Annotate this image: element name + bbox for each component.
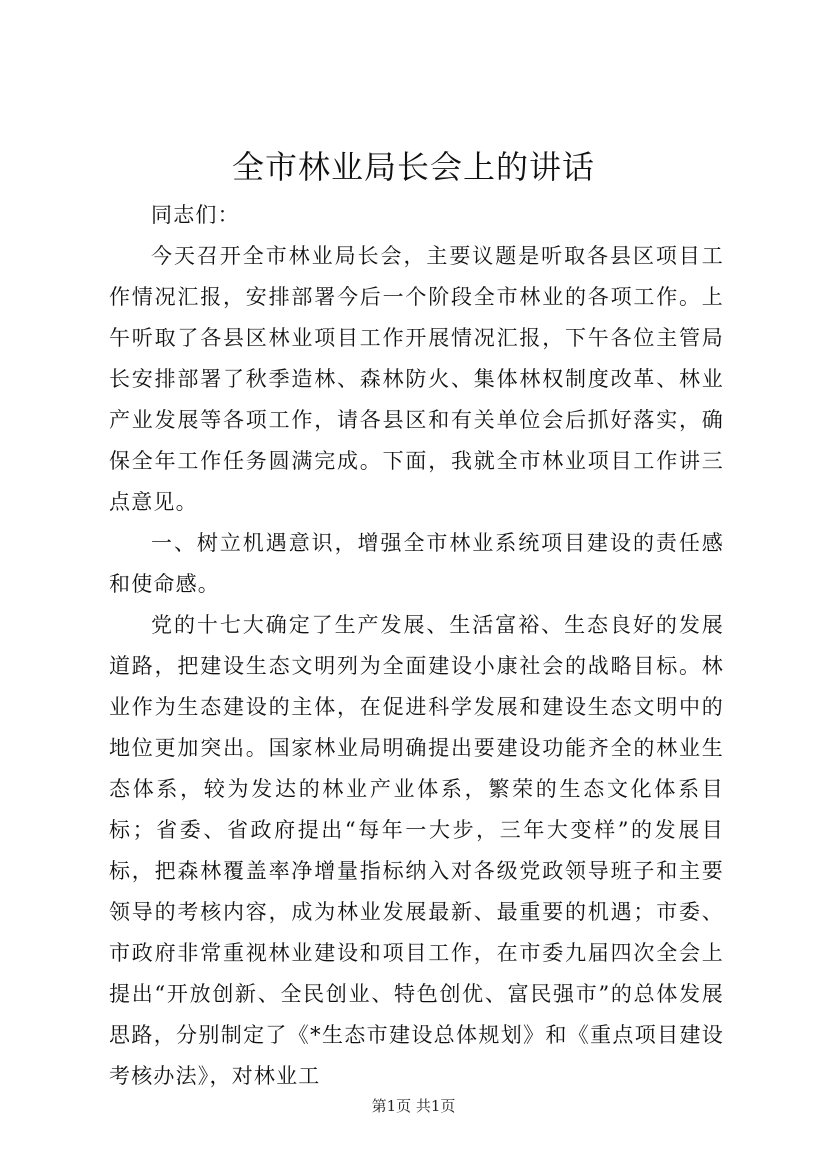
intro-paragraph: 今天召开全市林业局长会，主要议题是听取各县区项目工作情况汇报，安排部署今后一个阶段全市林业的各项工作。上午听取了各县区林业项目工作开展情况汇报，下午各位主管局长安排部署了秋季造林、森林防火、集体林权制度改革、林业产业发展等各项工作，请各县区和有关单位会后抓好落实，确保全年工作任务圆满完成。下面，我就全市林业项目工作讲三点意见。 (109, 244, 724, 514)
page-number-footer: 第1页 共1页 (371, 1097, 456, 1115)
body-paragraph: 党的十七大确定了生产发展、生活富裕、生态良好的发展道路，把建设生态文明列为全面建设小康社会的战略目标。林业作为生态建设的主体，在促进科学发展和建设生态文明中的地位更加突出。国家林业局明确提出要建设功能齐全的林业生态体系，较为发达的林业产业体系，繁荣的生态文化体系目标；省委、省政府提出“每年一大步，三年大变样”的发展目标，把森林覆盖率净增量指标纳入对各级党政领导班子和主要领导的考核内容，成为林业发展最新、最重要的机遇；市委、市政府非常重视林业建设和项目工作，在市委九届四次全会上提出“开放创新、全民创业、特色创优、富民强市”的总体发展思路，分别制定了《*生态市建设总体规划》和《重点项目建设考核办法》，对林业工 (109, 613, 724, 1088)
section-heading-paragraph: 一、树立机遇意识，增强全市林业系统项目建设的责任感和使命感。 (109, 531, 724, 596)
document-title: 全市林业局长会上的讲话 (231, 148, 595, 186)
document-body (109, 195, 724, 1097)
salutation-paragraph: 同志们： (151, 203, 240, 227)
